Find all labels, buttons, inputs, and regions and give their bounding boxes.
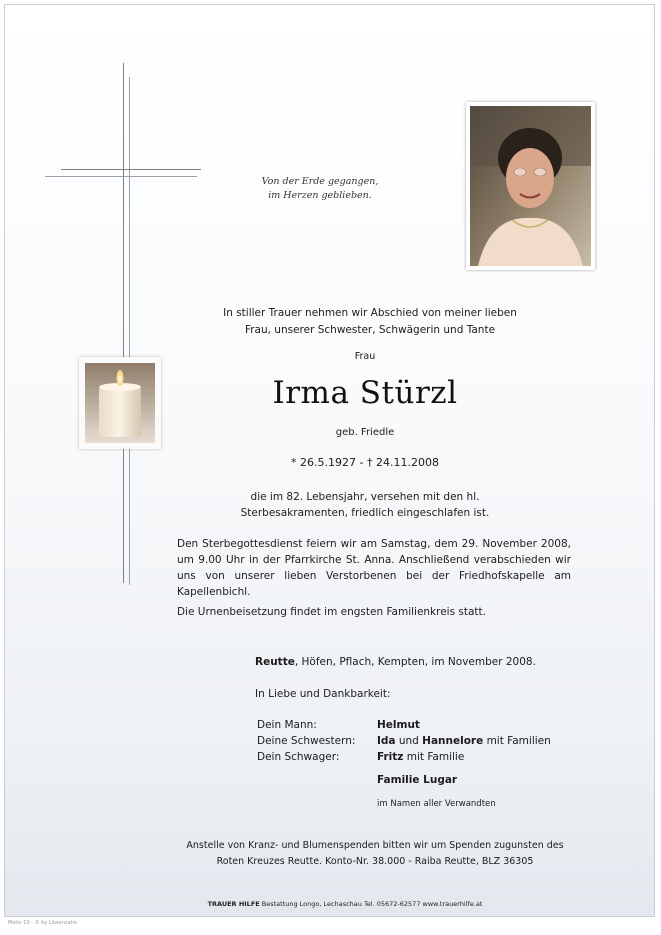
family-and: und <box>395 735 423 747</box>
maiden-name: geb. Friedle <box>335 427 395 438</box>
cross-shadow-line <box>129 77 130 585</box>
portrait-photo <box>466 102 595 270</box>
family-names <box>377 774 457 786</box>
motto-line-2: im Herzen geblieben. <box>268 190 372 201</box>
obituary-card <box>4 4 655 917</box>
intro-line-1: In stiller Trauer nehmen wir Abschied von meiner lieben <box>223 307 517 319</box>
donation-line-1: Anstelle von Kranz- und Blumenspenden bitten wir um Spenden zugunsten des <box>186 840 564 851</box>
place-rest: , Höfen, Pflach, Kempten, im November 2008. <box>294 656 536 668</box>
service-paragraph: Den Sterbegottesdienst feiern wir am Samstag, dem 29. November 2008, um 9.00 Uhr in der Pfarrkirche St. Anna. Anschließend verabschieden wir uns von unserer lieben Verstorbenen bei der Friedhofskapelle am Kapellenbichl. <box>177 538 571 598</box>
intro-text <box>205 305 535 339</box>
family-names <box>377 751 464 763</box>
cross-beam <box>61 169 201 170</box>
family-relation: Dein Mann: <box>257 719 317 731</box>
family-row <box>257 719 587 735</box>
family-relation: Deine Schwestern: <box>257 735 356 747</box>
deceased-name: Irma Stürzl <box>272 375 458 411</box>
candle-picture <box>79 357 161 449</box>
life-dates: * 26.5.1927 - † 24.11.2008 <box>291 456 439 469</box>
family-row <box>257 751 587 767</box>
age-line-2: Sterbesakramenten, friedlich eingeschlafen ist. <box>240 507 490 519</box>
motto <box>255 175 385 203</box>
candle-icon <box>85 363 155 443</box>
cross-beam-shadow <box>45 176 197 177</box>
love-line: In Liebe und Dankbarkeit: <box>255 688 391 700</box>
cross-icon <box>123 63 124 583</box>
age-line-1: die im 82. Lebensjahr, versehen mit den hl. <box>250 491 480 503</box>
family-row <box>257 774 587 790</box>
donation-note <box>175 838 575 870</box>
family-name-1: Ida <box>377 735 396 747</box>
family-relation: Dein Schwager: <box>257 751 340 763</box>
family-row <box>257 735 587 751</box>
place-town: Reutte <box>255 656 295 668</box>
family-name-2: Hannelore <box>422 735 484 747</box>
family-name-1: Fritz <box>377 751 404 763</box>
family-suffix: mit Familie <box>403 751 465 763</box>
family-name-1: Familie Lugar <box>377 774 458 786</box>
motto-line-1: Von der Erde gegangen, <box>261 176 379 187</box>
family-names <box>377 719 420 731</box>
donation-line-2: Roten Kreuzes Reutte. Konto-Nr. 38.000 - Raiba Reutte, BLZ 36305 <box>216 856 534 867</box>
portrait-image <box>470 106 591 266</box>
undertaker-details: Bestattung Longo, Lechaschau Tel. 05672-62577 www.trauerhilfe.at <box>259 900 483 908</box>
family-name-1: Helmut <box>377 719 420 731</box>
family-names <box>377 735 551 747</box>
place-date-line <box>255 656 585 668</box>
behalf-line: im Namen aller Verwandten <box>377 799 496 809</box>
undertaker-footer <box>165 900 525 908</box>
family-suffix: mit Familien <box>483 735 551 747</box>
undertaker-brand: TRAUER HILFE <box>207 900 260 908</box>
intro-line-2: Frau, unserer Schwester, Schwägerin und Tante <box>244 324 496 336</box>
burial-note: Die Urnenbeisetzung findet im engsten Familienkreis statt. <box>177 606 487 618</box>
design-credit: Motiv 10 - © by Löwenzahn <box>8 920 78 926</box>
age-text <box>225 489 505 521</box>
title-word: Frau <box>354 351 376 362</box>
